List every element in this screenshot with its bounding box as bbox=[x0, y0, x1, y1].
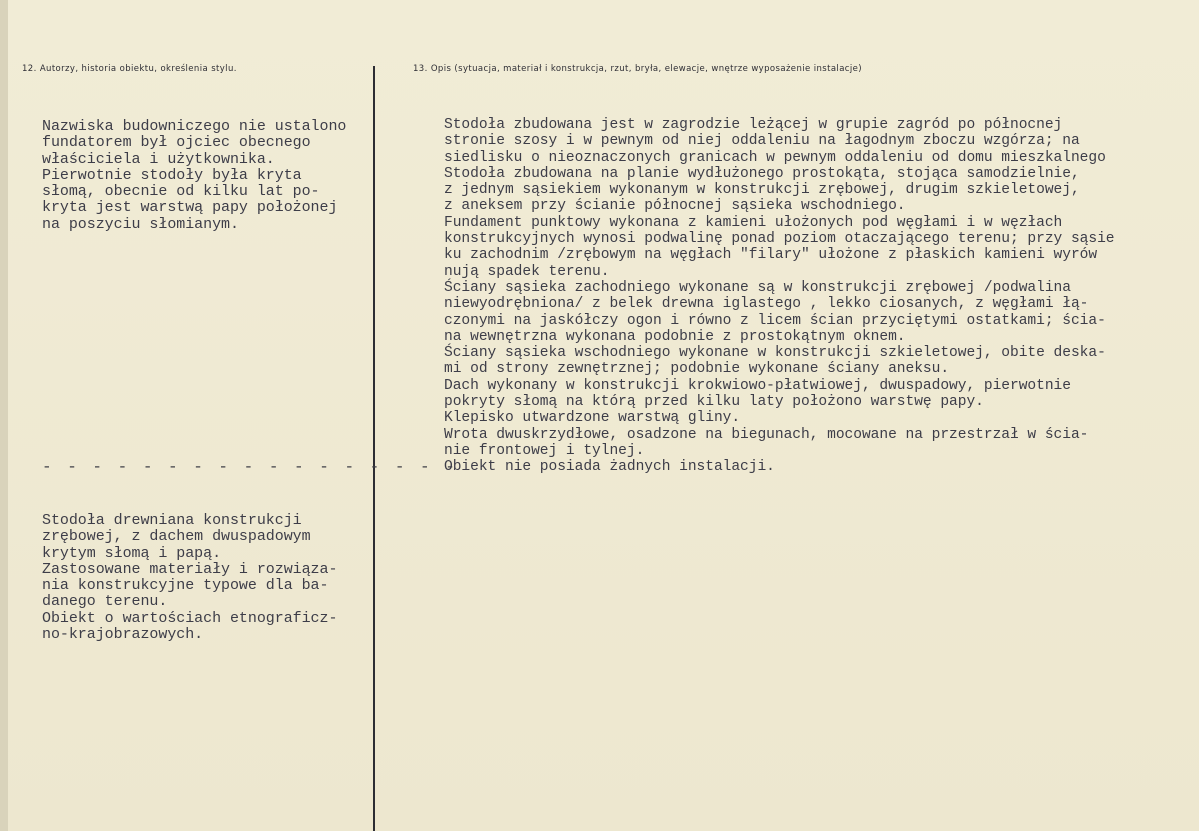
authors-history-text: Nazwiska budowniczego nie ustalono fundatorem był ojciec obecnego właściciela i użytkownika. Pierwotnie stodoły była kryta słomą, obecnie od kilku lat po- kryta jest warstwą papy położonej na poszyciu słomianym. bbox=[42, 118, 347, 233]
section-12-header: 12. Autorzy, historia obiektu, określenia stylu. bbox=[22, 64, 237, 74]
dashed-separator: - - - - - - - - - - - - - - - - - bbox=[42, 458, 458, 476]
section-13-header: 13. Opis (sytuacja, materiał i konstrukcja, rzut, bryła, elewacje, wnętrze wyposażenie instalacje) bbox=[413, 64, 862, 74]
object-description-text: Stodoła zbudowana jest w zagrodzie leżącej w grupie zagród po północnej stronie szosy i w pewnym od niej oddaleniu na łagodnym zboczu wzgórza; na siedlisku o nieoznaczonych granicach w pewnym oddaleniu od domu mieszkalnego Stodoła zbudowana na planie wydłużonego prostokąta, stojąca samodzielnie, z jednym sąsiekiem wykonanym w konstrukcji zrębowej, drugim szkieletowej, z aneksem przy ścianie północnej sąsieka wschodniego. Fundament punktowy wykonana z kamieni ułożonych pod węgłami i w węzłach konstrukcyjnych wynosi podwalinę ponad poziom otaczającego terenu; przy sąsie ku zachodnim /zrębowym na węgłach "filary" ułożone z płaskich kamieni wyrów nują spadek terenu. Ściany sąsieka zachodniego wykonane są w konstrukcji zrębowej /podwalina niewyodrębniona/ z belek drewna iglastego , lekko ciosanych, z węgłami łą- czonymi na jaskółczy ogon i równo z licem ścian przyciętymi ostatkami; ścia- na wewnętrzna wykonana podobnie z prostokątnym oknem. Ściany sąsieka wschodniego wykonane w konstrukcji szkieletowej, obite deska- mi od strony zewnętrznej; podobnie wykonane ściany aneksu. Dach wykonany w konstrukcji krokwiowo-płatwiowej, dwuspadowy, pierwotnie pokryty słomą na którą przed kilku laty położono warstwę papy. Klepisko utwardzone warstwą gliny. Wrota dwuskrzydłowe, osadzone na biegunach, mocowane na przestrzał w ścia- nie frontowej i tylnej. Obiekt nie posiada żadnych instalacji. bbox=[444, 117, 1115, 476]
page-edge bbox=[0, 0, 8, 831]
style-summary-text: Stodoła drewniana konstrukcji zrębowej, z dachem dwuspadowym krytym słomą i papą. Zastosowane materiały i rozwiąza- nia konstrukcyjne typowe dla ba- danego terenu. Obiekt o wartościach etnograficz- no-krajobrazowych. bbox=[42, 512, 338, 644]
column-divider-line bbox=[373, 66, 375, 831]
